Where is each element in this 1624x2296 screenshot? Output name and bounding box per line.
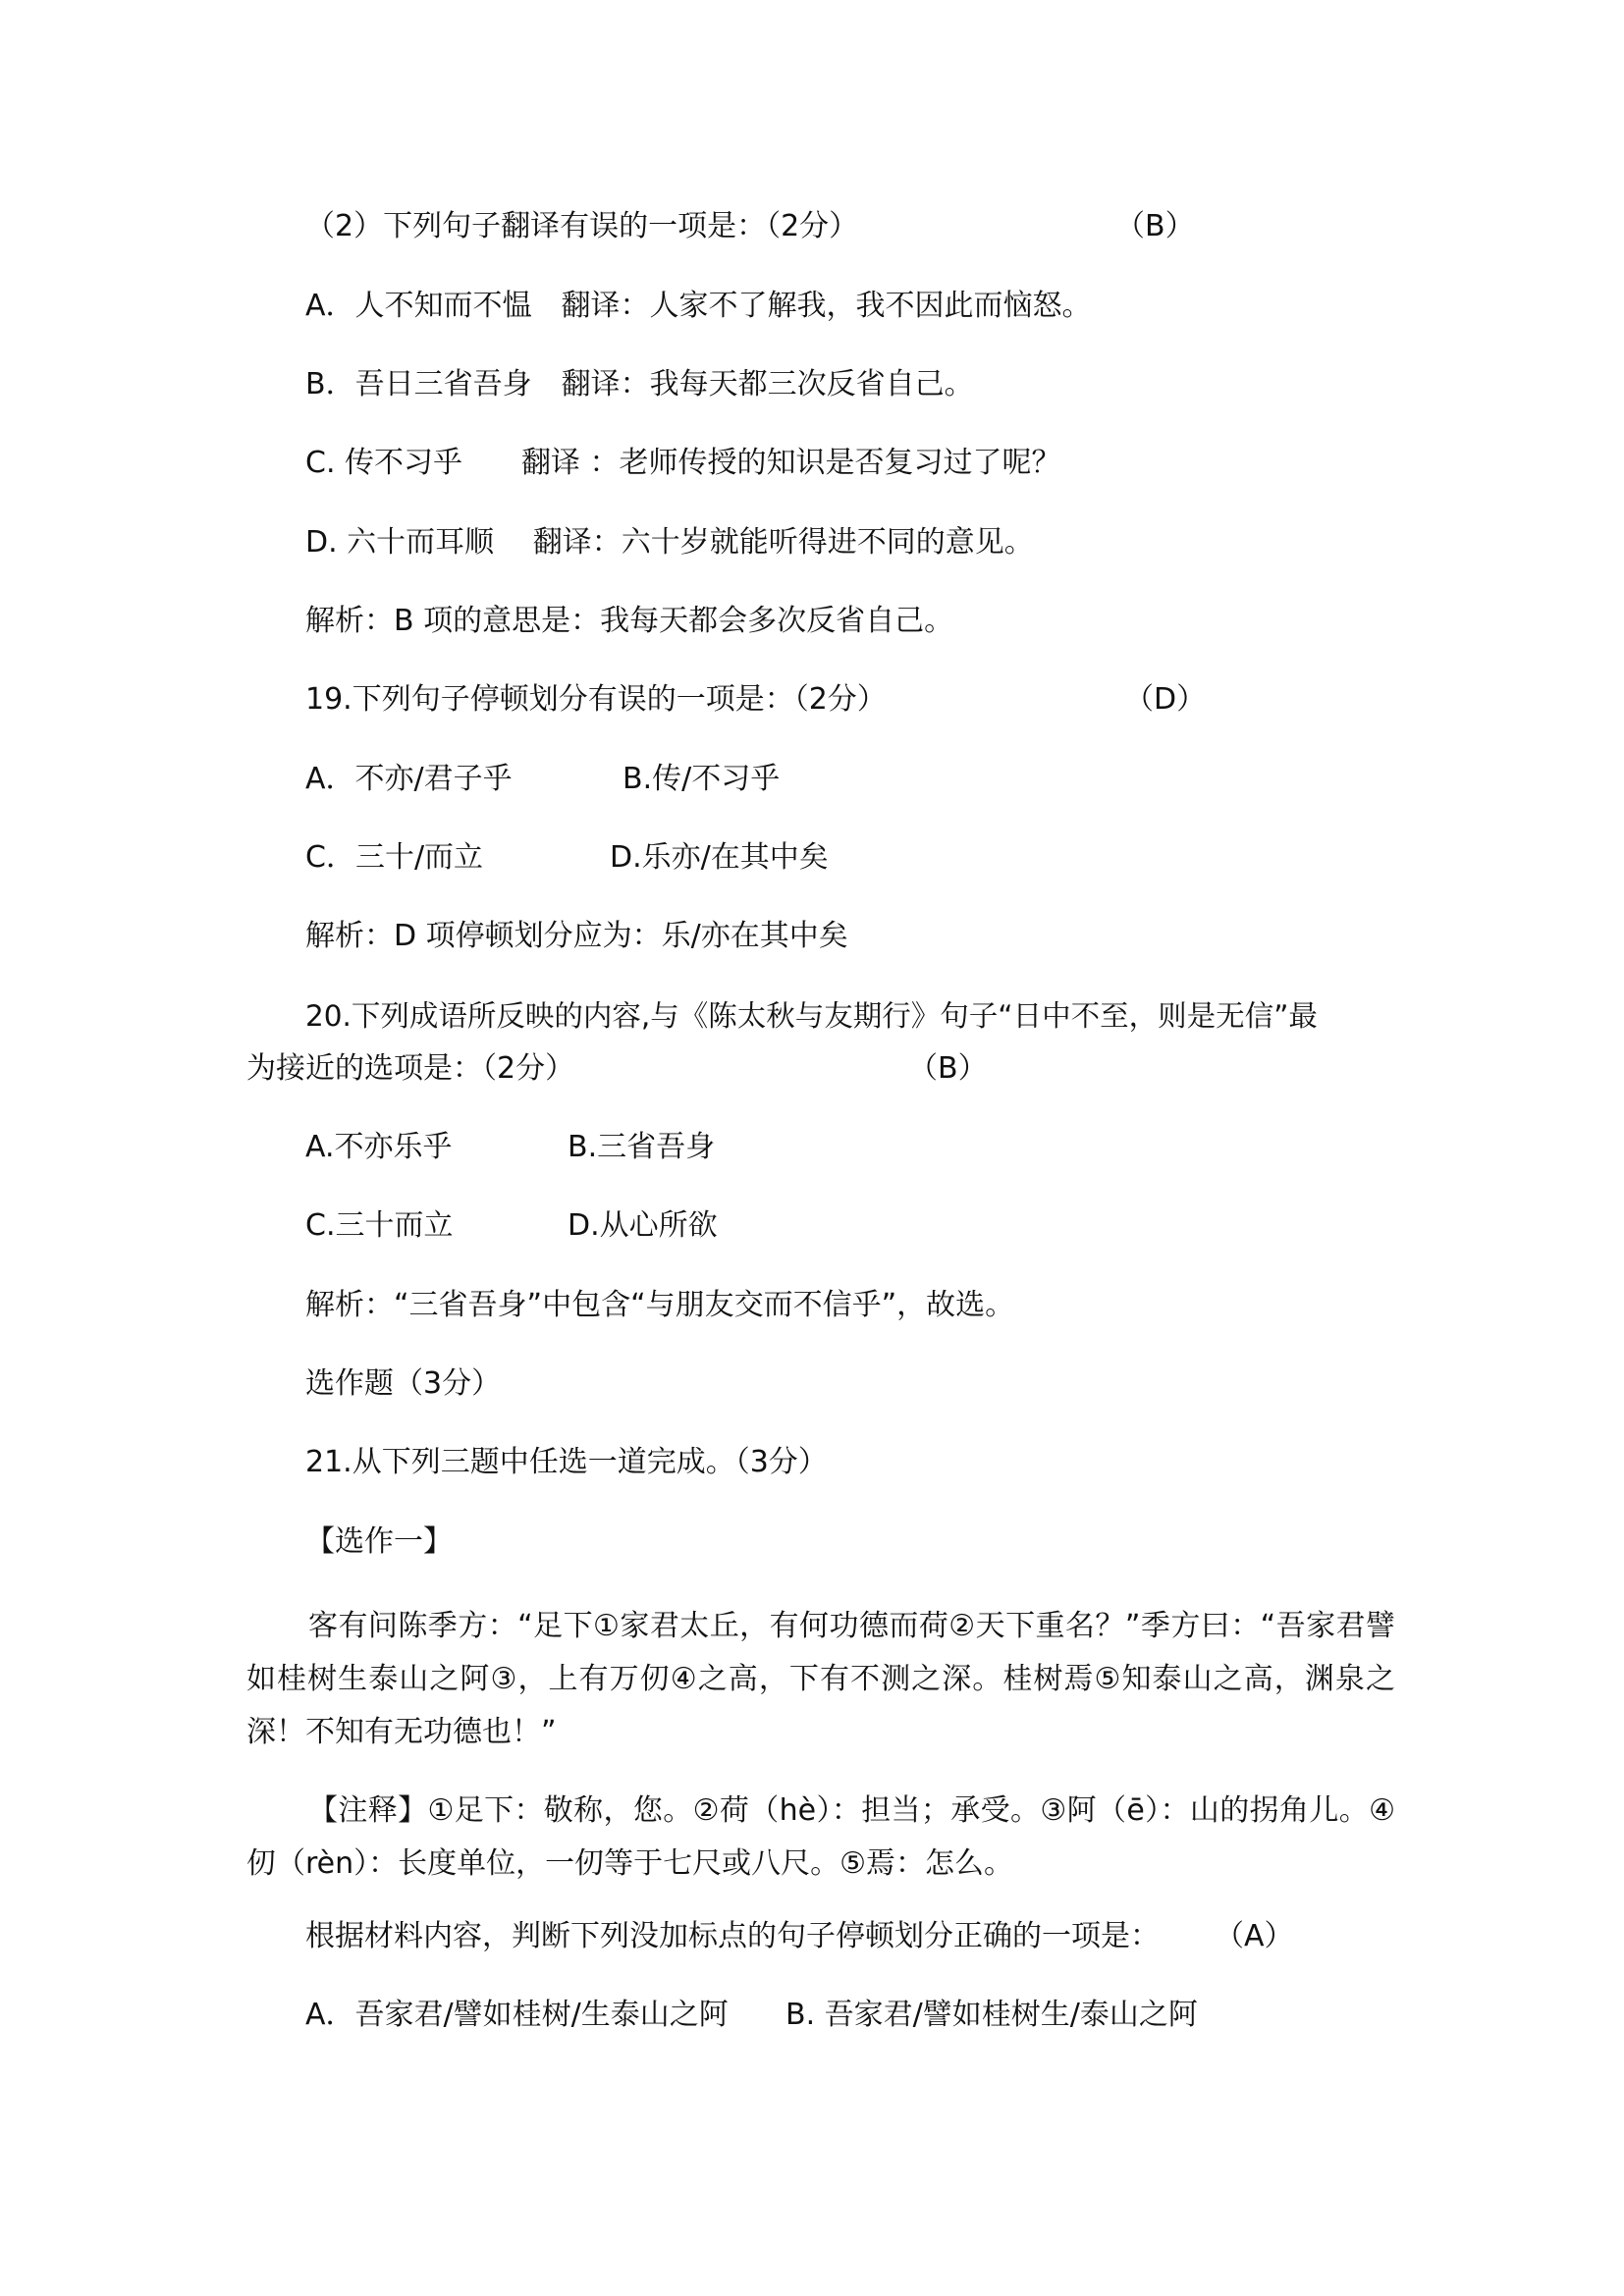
q20-analysis: 解析：“三省吾身”中包含“与朋友交而不信乎”，故选。 bbox=[305, 1288, 1015, 1322]
q20-question-line2: 为接近的选项是：（2分） bbox=[246, 1051, 575, 1086]
q21-option-title: 【选作一】 bbox=[305, 1524, 453, 1559]
q20-answer: （B） bbox=[908, 1051, 988, 1086]
q18-2-option-a: A．人不知而不愠 翻译：人家不了解我，我不因此而恼怒。 bbox=[305, 289, 1092, 323]
q18-2-answer: （B） bbox=[1115, 209, 1195, 243]
q21-answer: （A） bbox=[1215, 1919, 1294, 1953]
q18-2-option-c: C. 传不习乎 翻译 ：老师传授的知识是否复习过了呢？ bbox=[305, 446, 1061, 480]
q20-option-c: C.三十而立 bbox=[305, 1208, 454, 1243]
q18-2-option-d: D. 六十而耳顺 翻译：六十岁就能听得进不同的意见。 bbox=[305, 525, 1034, 560]
q19-option-b: B.传/不习乎 bbox=[623, 762, 781, 796]
q20-option-d: D.从心所欲 bbox=[568, 1208, 718, 1243]
q19-option-c: C．三十/而立 bbox=[305, 840, 484, 875]
q18-2-question: （2）下列句子翻译有误的一项是：（2分） bbox=[305, 209, 859, 243]
section-title: 选作题（3分） bbox=[305, 1366, 502, 1401]
q19-option-a: A．不亦/君子乎 bbox=[305, 762, 513, 796]
q20-option-b: B.三省吾身 bbox=[568, 1130, 716, 1164]
q21-question: 21.从下列三题中任选一道完成。（3分） bbox=[305, 1445, 828, 1479]
q21-option-b: B. 吾家君/譬如桂树生/泰山之阿 bbox=[785, 1998, 1198, 2032]
q19-answer: （D） bbox=[1124, 682, 1207, 717]
q19-question: 19.下列句子停顿划分有误的一项是：（2分） bbox=[305, 682, 887, 717]
q21-sub-question: 根据材料内容，判断下列没加标点的句子停顿划分正确的一项是： bbox=[305, 1919, 1160, 1953]
q19-option-d: D.乐亦/在其中矣 bbox=[610, 840, 829, 875]
q21-notes: 【注释】①足下：敬称，您。②荷（hè）：担当；承受。③阿（ē）：山的拐角儿。④仞（rèn）：长度单位，一仞等于七尺或八尺。⑤焉：怎么。 bbox=[246, 1793, 1395, 1881]
q18-2-analysis: 解析：B 项的意思是：我每天都会多次反省自己。 bbox=[305, 604, 954, 638]
q20-question-line1: 20.下列成语所反映的内容,与《陈太秋与友期行》句子“日中不至，则是无信”最 bbox=[305, 999, 1318, 1033]
q18-2-option-b: B．吾日三省吾身 翻译：我每天都三次反省自己。 bbox=[305, 367, 974, 401]
q19-analysis: 解析：D 项停顿划分应为：乐/亦在其中矣 bbox=[305, 919, 848, 953]
q21-option-a: A．吾家君/譬如桂树/生泰山之阿 bbox=[305, 1998, 729, 2032]
q20-option-a: A.不亦乐乎 bbox=[305, 1130, 453, 1164]
q21-passage: 客有问陈季方：“足下①家君太丘，有何功德而荷②天下重名？”季方曰：“吾家君譬如桂树生泰山之阿③，上有万仞④之高，下有不测之深。桂树焉⑤知泰山之高，渊泉之深！不知有无功德也！” bbox=[246, 1609, 1395, 1749]
